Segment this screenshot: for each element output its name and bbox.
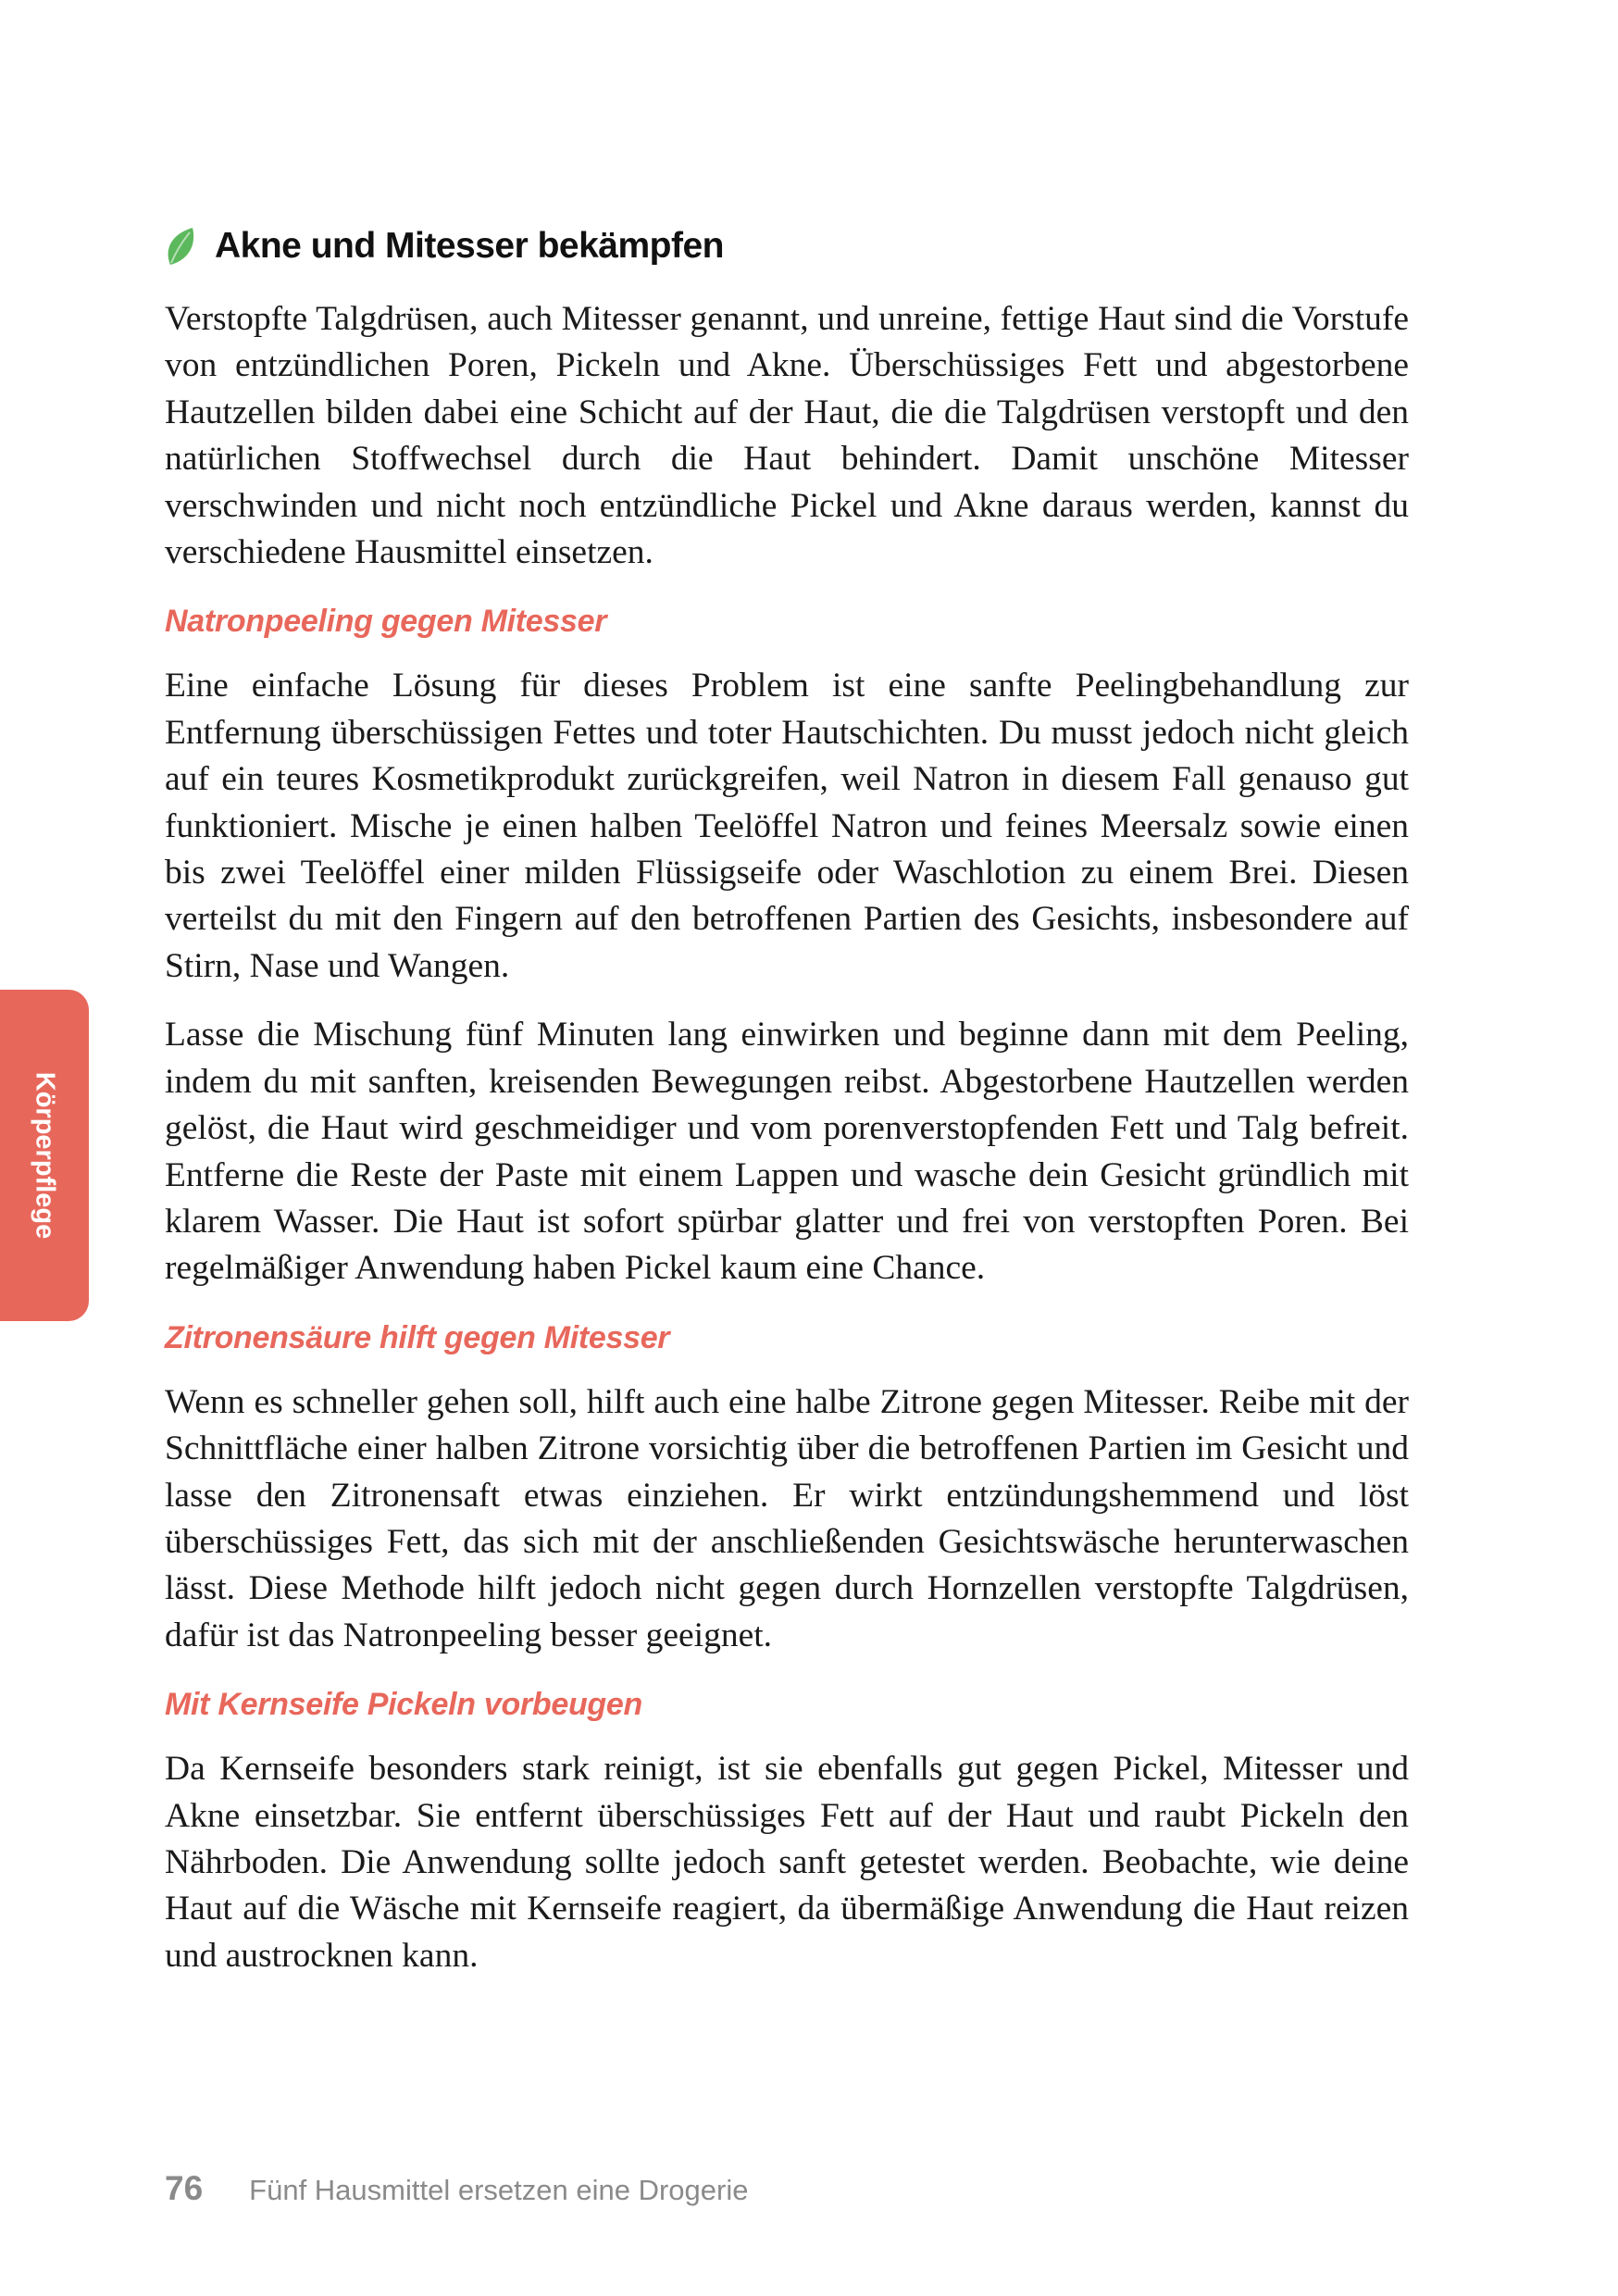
natron-paragraph-1: Eine einfache Lösung für dieses Problem ist eine sanfte Peelingbehandlung zur Entfernung überschüssigen Fettes und toter Hautschichten. Du musst jedoch nicht gleich auf ein teures Kosmetikprodukt zurückgreifen, weil Natron in diesem Fall genauso gut funktioniert. Mische je einen halben Teelöffel Natron und feines Meersalz sowie einen bis zwei Teelöffel einer milden Flüssigseife oder Waschlotion zu einem Brei. Diesen verteilst du mit den Fingern auf den betroffenen Partien des Gesichts, insbesondere auf Stirn, Nase und Wangen.	[165, 667, 1409, 985]
section-heading	[165, 220, 1409, 272]
kernseife-paragraph: Da Kernseife besonders stark reinigt, ist sie ebenfalls gut gegen Pickel, Mitesser und Akne einsetzbar. Sie entfernt überschüssiges Fett auf der Haut und raubt Pickeln den Nährboden. Die Anwendung sollte jedoch sanft getestet werden. Beobachte, wie deine Haut auf die Wäsche mit Kernseife reagiert, da übermäßige Anwendung die Haut reizen und austrocknen kann.	[165, 1750, 1409, 1975]
subheading-zitronensaeure: Zitronensäure hilft gegen Mitesser	[165, 1319, 670, 1355]
chapter-side-tab	[0, 990, 89, 1321]
intro-paragraph: Verstopfte Talgdrüsen, auch Mitesser genannt, und unreine, fettige Haut sind die Vorstufe von entzündlichen Poren, Pickeln und Akne. Überschüssiges Fett und abgestorbene Hautzellen bilden dabei eine Schicht auf der Haut, die die Talgdrüsen verstopft und den natürlichen Stoffwechsel durch die Haut behindert. Damit unschöne Mitesser verschwinden und nicht noch entzündliche Pickel und Akne daraus werden, kannst du verschiedene Hausmittel einsetzen.	[165, 300, 1409, 572]
section-heading-text: Akne und Mitesser bekämpfen	[215, 226, 724, 266]
subheading-natronpeeling: Natronpeeling gegen Mitesser	[165, 604, 607, 640]
running-title: Fünf Hausmittel ersetzen eine Drogerie	[249, 2174, 749, 2206]
subheading-kernseife: Mit Kernseife Pickeln vorbeugen	[165, 1687, 642, 1723]
natron-paragraph-2: Lasse die Mischung fünf Minuten lang einwirken und beginne dann mit dem Peeling, indem du mit sanften, kreisenden Bewegungen reibst. Abgestorbene Hautzellen werden gelöst, die Haut wird geschmeidiger und vom porenverstopfenden Fett und Talg befreit. Entferne die Reste der Paste mit einem Lappen und wasche dein Gesicht gründlich mit klarem Wasser. Die Haut ist sofort spürbar glatter und frei von verstopften Poren. Bei regelmäßiger Anwendung haben Pickel kaum eine Chance.	[165, 1016, 1409, 1288]
page-footer	[165, 2169, 748, 2208]
page-number: 76	[165, 2169, 204, 2207]
zitrone-paragraph: Wenn es schneller gehen soll, hilft auch eine halbe Zitrone gegen Mitesser. Reibe mit der Schnittfläche einer halben Zitrone vorsichtig über die betroffenen Partien im Gesicht und lasse den Zitronensaft etwas einziehen. Er wirkt entzündungshemmend und löst überschüssiges Fett, das sich mit der anschließenden Gesichtswäsche herunterwaschen lässt. Diese Methode hilft jedoch nicht gegen durch Hornzellen verstopfte Talgdrüsen, dafür ist das Natronpeeling besser geeignet.	[165, 1382, 1409, 1654]
page-content	[165, 220, 1409, 2002]
chapter-side-tab-label: Körperpflege	[30, 1071, 60, 1240]
leaf-icon	[165, 226, 196, 267]
